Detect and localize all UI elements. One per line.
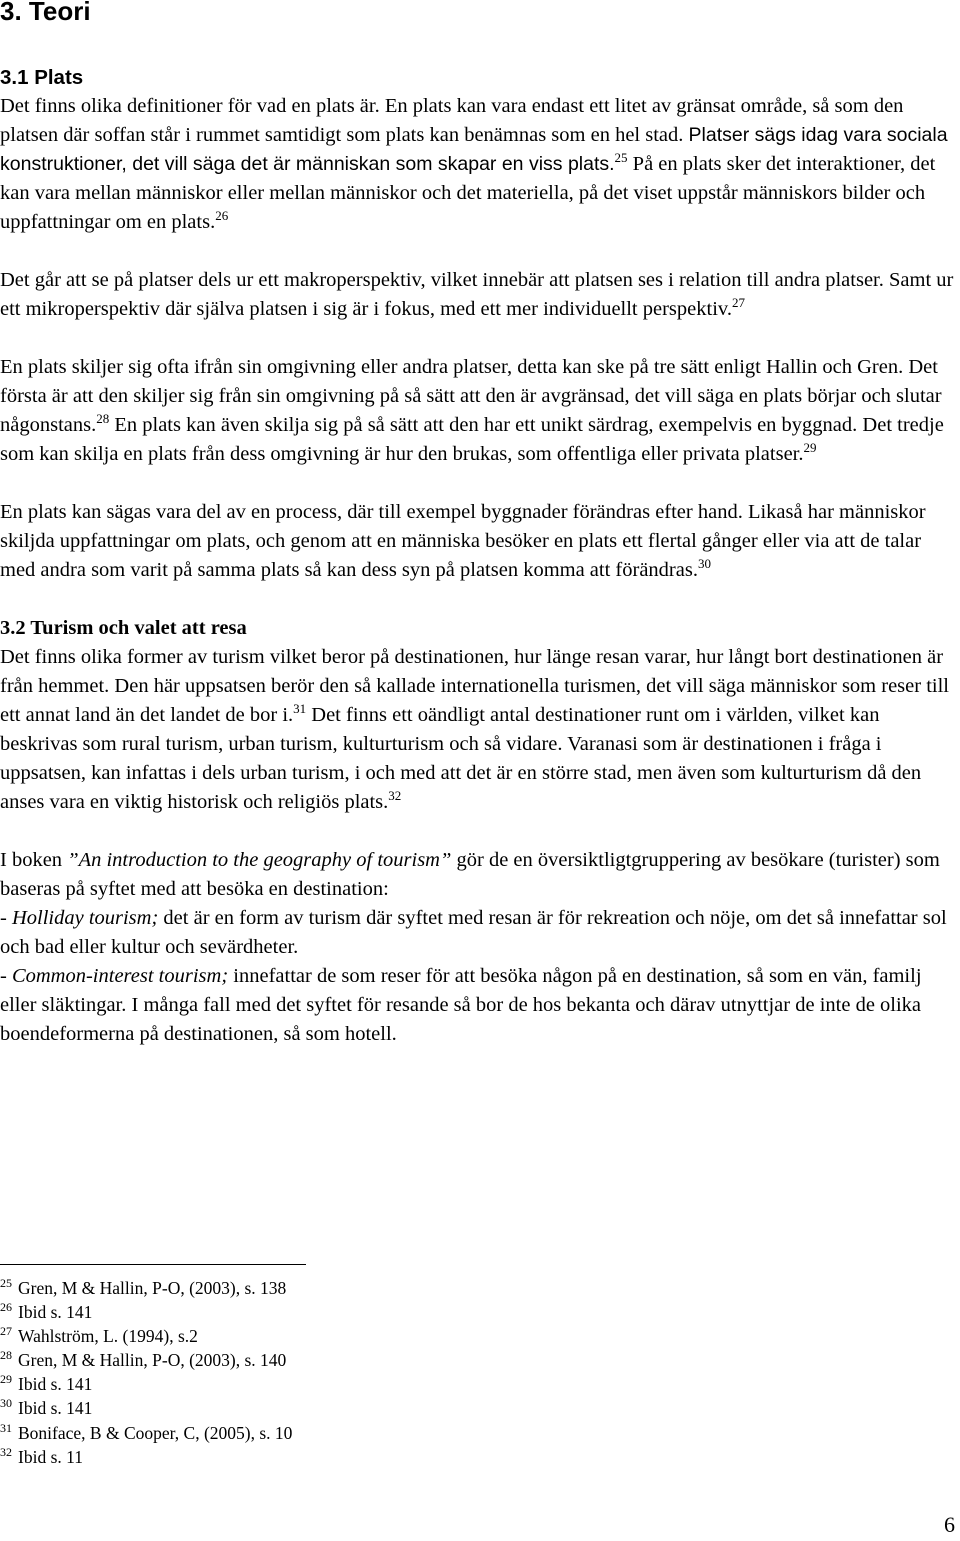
footnote-ref: 32	[388, 788, 402, 803]
footnote-text: Ibid s. 11	[18, 1446, 83, 1467]
footnote-number: 28	[0, 1348, 12, 1363]
footnote-ref: 25	[614, 150, 628, 165]
paragraph-turism-former	[0, 643, 955, 817]
page-number: 6	[944, 1512, 955, 1537]
list-dash: -	[0, 965, 7, 987]
footnote-number: 27	[0, 1324, 12, 1339]
footnote	[0, 1324, 292, 1348]
section-heading-turism: 3.2 Turism och valet att resa	[0, 617, 247, 639]
list-item-holliday	[0, 904, 955, 962]
footnote-ref: 29	[803, 440, 817, 455]
footnote	[0, 1372, 292, 1396]
footnote-text: Ibid s. 141	[18, 1398, 93, 1419]
text-run: I boken	[0, 849, 63, 871]
section-heading-plats: 3.1 Plats	[0, 66, 84, 89]
body-text	[0, 63, 955, 1049]
footnote-ref: 28	[96, 411, 110, 426]
footnote-number: 31	[0, 1420, 12, 1435]
list-item-common-interest	[0, 962, 955, 1049]
footnote-ref: 31	[293, 701, 307, 716]
text-run: Platser sägs idag vara sociala konstruktioner, det vill säga det är människan som skapar en viss plats.	[0, 124, 948, 175]
footnote	[0, 1396, 292, 1420]
footnote	[0, 1445, 292, 1469]
list-dash: -	[0, 907, 7, 929]
paragraph-skiljer-sig	[0, 353, 955, 469]
text-run: En plats kan även skilja sig på så sätt att den har ett unikt särdrag, exempelvis en byggnad. Det tredje som kan skilja en plats från dess omgivning är hur den brukas, som offentliga eller privata platser.	[0, 414, 944, 465]
footnote-ref: 26	[215, 208, 229, 223]
footnote-number: 30	[0, 1396, 12, 1411]
text-run: Det går att se på platser dels ur ett makroperspektiv, vilket innebär att platsen ses i relation till andra platser. Samt ur ett mikroperspektiv där själva platsen i sig är i fokus, med ett mer individuellt perspektiv.	[0, 269, 954, 320]
footnote-text: Gren, M & Hallin, P-O, (2003), s. 140	[18, 1350, 287, 1371]
text-run: En plats kan sägas vara del av en process, där till exempel byggnader förändras efter hand. Likaså har människor skiljda uppfattningar om plats, och genom att en människa besöker en plats ett flertal gånger eller via att de talar med andra som varit på samma plats så kan dess syn på platsen komma att förändras.	[0, 501, 926, 581]
footnotes	[0, 1276, 292, 1469]
footnote-text: Boniface, B & Cooper, C, (2005), s. 10	[18, 1422, 293, 1443]
paragraph-perspektiv	[0, 266, 955, 324]
text-run: det är en form av turism där syftet med resan är för rekreation och nöje, om det så innefattar sol och bad eller kultur och sevärdheter.	[0, 907, 947, 958]
footnote-text: Ibid s. 141	[18, 1302, 93, 1323]
footnote-text: Gren, M & Hallin, P-O, (2003), s. 138	[18, 1278, 287, 1298]
footnote	[0, 1276, 292, 1300]
chapter-title: 3. Teori	[0, 0, 91, 26]
paragraph-process	[0, 498, 955, 585]
footnote-number: 25	[0, 1276, 12, 1290]
text-run: Det finns olika definitioner för vad en plats är. En plats kan vara endast ett litet av gränsat område, så som den platsen där soffan står i rummet samtidigt som plats kan benämnas som en hel stad.	[0, 95, 904, 146]
text-run: Det finns ett oändligt antal destinationer runt om i världen, vilket kan beskrivas som rural turism, urban turism, kulturturism och så vidare. Varanasi som är destinationen i fråga i uppsatsen, kan infattas i dels urban turism, i och med att det är en större stad, men även som kulturturism då den anses vara en viktig historisk och religiös plats.	[0, 704, 922, 813]
text-run: gör de en översiktligtgruppering av besökare (turister) som baseras på syftet med att besöka en destination:	[0, 849, 940, 900]
text-run: Det finns olika former av turism vilket beror på destinationen, hur länge resan varar, hur långt bort destinationen är från hemmet. Den här uppsatsen berör den så kallade internationella turismen, det vill säga människor som reser till ett annat land än det landet de bor i.	[0, 646, 949, 726]
paragraph-plats-definition	[0, 92, 955, 237]
list-term: Common-interest tourism;	[11, 965, 229, 987]
list-term: Holliday tourism;	[11, 907, 159, 929]
footnote	[0, 1348, 292, 1372]
footnote-number: 26	[0, 1300, 12, 1315]
footnote-ref: 30	[697, 556, 711, 571]
book-title: ”An introduction to the geography of tourism”	[67, 849, 452, 871]
footnote-number: 29	[0, 1372, 12, 1387]
footnote-ref: 27	[731, 295, 745, 310]
footnote	[0, 1421, 292, 1445]
footnote-number: 32	[0, 1444, 12, 1459]
footnote-separator	[0, 1264, 306, 1265]
footnote-text: Ibid s. 141	[18, 1374, 93, 1395]
text-run: På en plats sker det interaktioner, det kan vara mellan människor eller mellan människor och det materiella, på det viset uppstår människors bilder och uppfattningar om en plats.	[0, 153, 936, 233]
footnote-text: Wahlström, L. (1994), s.2	[18, 1326, 198, 1347]
text-run: innefattar de som reser för att besöka någon på en destination, så som en vän, familj eller släktingar. I många fall med det syftet för resande så bor de hos bekanta och därav utnyttjar de inte de olika boendeformerna på destinationen, så som hotell.	[0, 965, 922, 1045]
footnote	[0, 1300, 292, 1324]
paragraph-bok-gruppering	[0, 846, 955, 904]
text-run: En plats skiljer sig ofta ifrån sin omgivning eller andra platser, detta kan ske på tre sätt enligt Hallin och Gren. Det första är att den skiljer sig från sin omgivning på så sätt att den är avgränsad, det vill säga en plats börjar och slutar någonstans.	[0, 356, 942, 436]
